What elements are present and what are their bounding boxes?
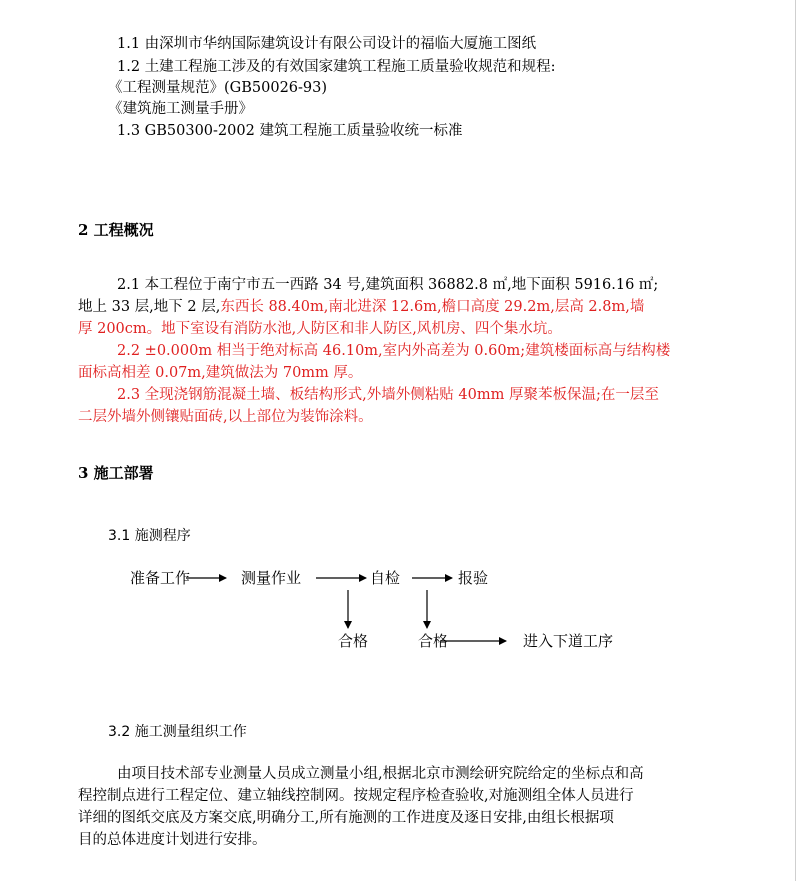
- organization-line-2: 程控制点进行工程定位、建立轴线控制网。按规定程序检查验收,对施测组全体人员进行: [78, 788, 634, 804]
- organization-line-4: 目的总体进度计划进行安排。: [78, 832, 267, 848]
- flow-node-survey: 测量作业: [241, 569, 302, 587]
- flow-node-pass-2: 合格: [418, 632, 449, 650]
- basis-line-2: 1.2 土建工程施工涉及的有效国家建筑工程施工质量验收规范和规程:: [117, 59, 556, 75]
- subsection-3-2-heading: 3.2 施工测量组织工作: [108, 724, 247, 740]
- overview-p2-line-1: 2.2 ±0.000m 相当于绝对标高 46.10m,室内外高差为 0.60m;建筑楼面标高与结构楼: [117, 343, 671, 359]
- section-3-heading: 3 施工部署: [78, 464, 154, 482]
- flow-node-report: 报验: [458, 569, 489, 587]
- overview-p1-line-1: 2.1 本工程位于南宁市五一西路 34 号,建筑面积 36882.8 ㎡,地下面积 5916.16 ㎡;: [117, 277, 659, 293]
- organization-line-1: 由项目技术部专业测量人员成立测量小组,根据北京市测绘研究院给定的坐标点和高: [117, 766, 644, 782]
- section-2-heading: 2 工程概况: [78, 221, 154, 239]
- overview-p1-line-2: [78, 297, 644, 317]
- overview-p2-line-2: 面标高相差 0.07m,建筑做法为 70mm 厚。: [78, 365, 363, 381]
- overview-p1-line-2-red: 东西长 88.40m,南北进深 12.6m,檐口高度 29.2m,层高 2.8m,墙: [220, 299, 645, 315]
- subsection-3-1-heading: 3.1 施测程序: [108, 528, 191, 544]
- basis-line-4: 《建筑施工测量手册》: [108, 101, 253, 117]
- flow-node-prepare: 准备工作: [130, 569, 191, 587]
- overview-p1-line-3: 厚 200cm。地下室设有消防水池,人防区和非人防区,风机房、四个集水坑。: [78, 321, 562, 337]
- overview-p1-line-2-black: 地上 33 层,地下 2 层,: [78, 299, 221, 315]
- basis-line-5: 1.3 GB50300-2002 建筑工程施工质量验收统一标准: [117, 123, 463, 139]
- flow-node-next-process: 进入下道工序: [523, 632, 614, 650]
- flow-node-self-check: 自检: [370, 569, 401, 587]
- basis-line-3: 《工程测量规范》(GB50026-93): [108, 80, 328, 96]
- flow-node-pass-1: 合格: [338, 632, 369, 650]
- basis-line-1: 1.1 由深圳市华纳国际建筑设计有限公司设计的福临大厦施工图纸: [117, 36, 537, 52]
- overview-p3-line-2: 二层外墙外侧镶贴面砖,以上部位为装饰涂料。: [78, 409, 373, 425]
- overview-p3-line-1: 2.3 全现浇钢筋混凝土墙、板结构形式,外墙外侧粘贴 40mm 厚聚苯板保温;在一层至: [117, 387, 659, 403]
- organization-line-3: 详细的图纸交底及方案交底,明确分工,所有施测的工作进度及逐日安排,由组长根据项: [78, 810, 614, 826]
